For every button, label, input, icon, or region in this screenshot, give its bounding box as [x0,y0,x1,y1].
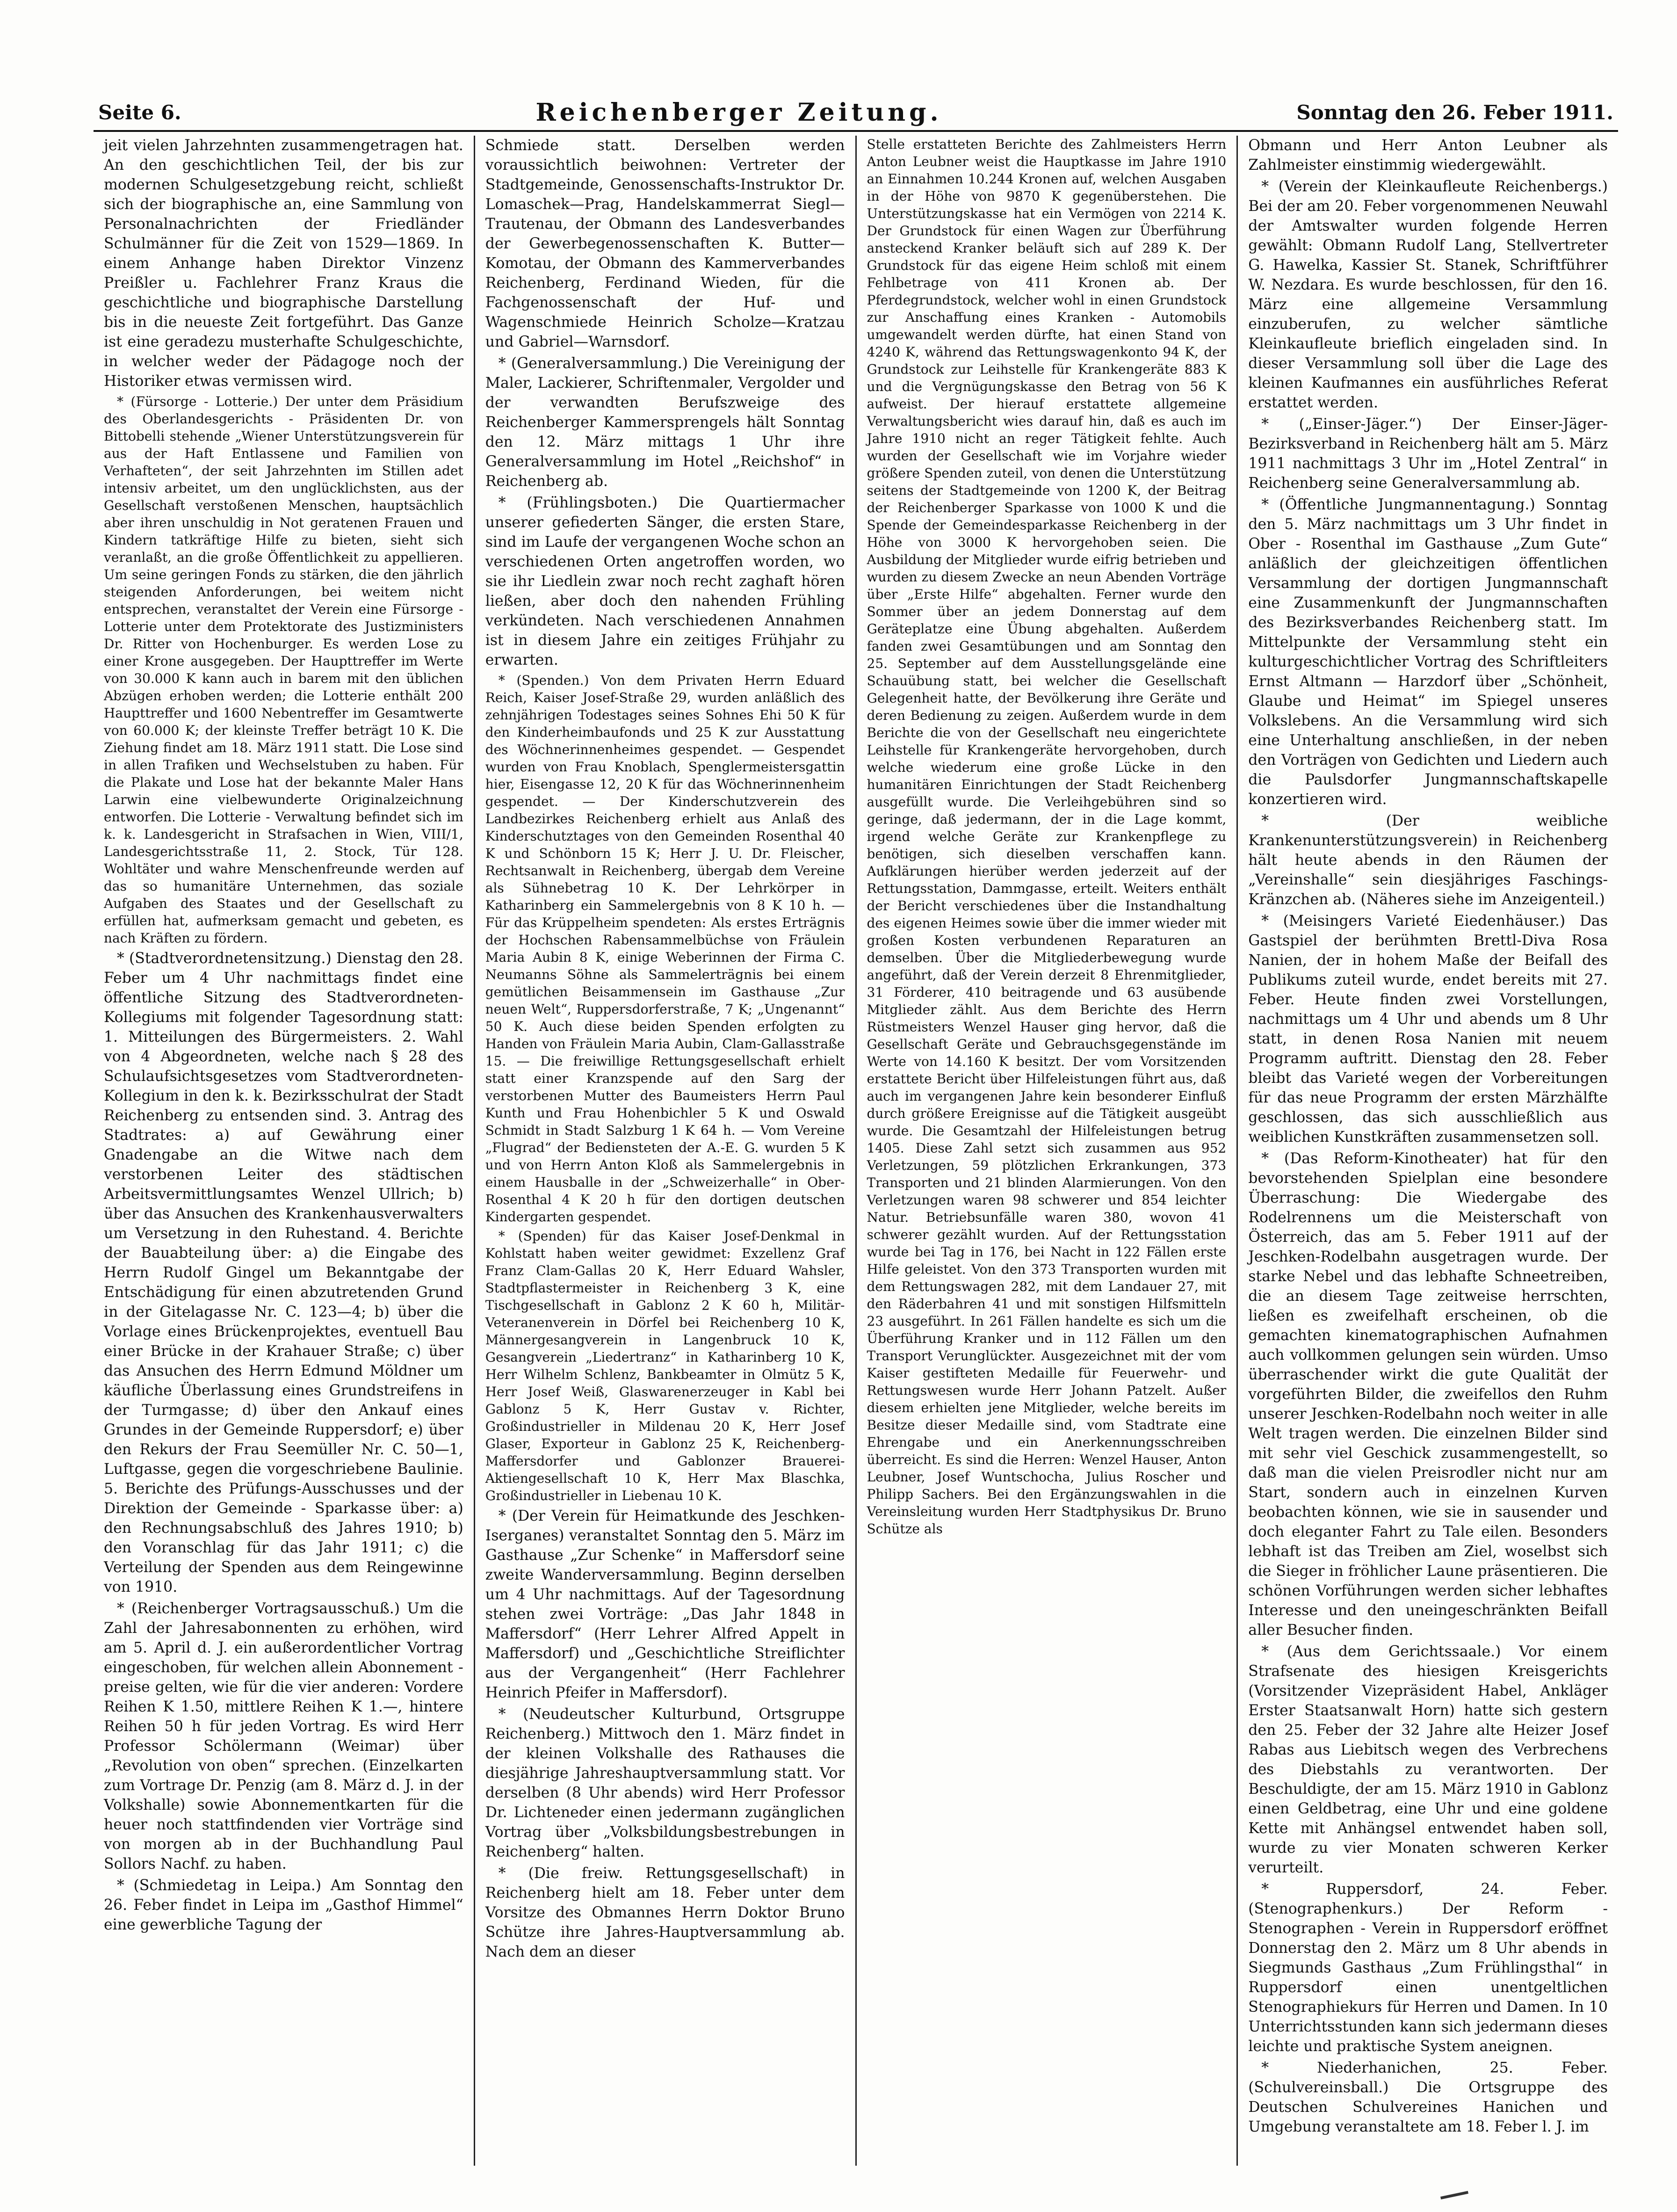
article-paragraph: * (Frühlingsboten.) Die Quartiermacher unserer gefiederten Sänger, die ersten Stare, sind im Laufe der vergangenen Woche schon an verschiedenen Orten angetroffen worden, wo sie ihr Liedlein zwar noch recht zaghaft hören ließen, aber doch den nahenden Frühling verkündeten. Nach verschiedenen Annahmen ist in diesem Jahre ein zeitiges Frühjahr zu erwarten. [485,494,845,668]
article-columns [94,136,1618,2166]
article-paragraph: * (Das Reform-Kinotheater) hat für den bevorstehenden Spielplan eine besondere Überraschung: Die Wiedergabe des Rodelrennens um die Meisterschaft von Österreich, das am 5. Feber 1911 auf der Jeschken-Rodelbahn ausgetragen wurde. Der starke Nebel und das lebhafte Schneetreiben, die an diesem Tage zeitweise herrschten, ließen es zweifelhaft erscheinen, ob die gemachten kinematographischen Aufnahmen auch vollkommen gelungen sein würden. Umso überraschender wirkt die gute Qualität der vorgeführten Bilder, die zweifellos den Ruhm unserer Jeschken-Rodelbahn noch weiter in alle Welt tragen werden. Die einzelnen Bilder sind mit sehr viel Geschick zusammengestellt, so daß man die vielen Preisrodler nicht nur am Start, sondern auch in einzelnen Kurven beobachten können, wie sie in sausender und doch eleganter Fahrt zu Tale eilen. Besonders lebhaft ist das Treiben am Ziel, woselbst sich die Sieger in fröhlicher Laune präsentieren. Die schönen Vorführungen werden sicher lebhaftes Interesse und den uneingeschränkten Beifall aller Besucher finden. [1248,1150,1608,1639]
article-paragraph: Stelle erstatteten Berichte des Zahlmeisters Herrn Anton Leubner weist die Hauptkasse im Jahre 1910 an Einnahmen 10.244 Kronen auf, welchen Ausgaben in der Höhe von 9870 K gegenüberstehen. Die Unterstützungskasse hat ein Vermögen von 2214 K. Der Grundstock für einen Wagen zur Überführung ansteckend Kranker beläuft sich auf 289 K. Der Grundstock für das eigene Heim schloß mit einem Fehlbetrage von 411 Kronen ab. Der Pferdegrundstock, welcher wohl in einen Grundstock zur Anschaffung eines Kranken - Automobils umgewandelt werden dürfte, hat einen Stand von 4240 K, während das Rettungswagenkonto 94 K, der Grundstock zur Leihstelle für Krankengeräte 883 K und die Vergnügungskasse den Betrag von 56 K aufweist. Der hierauf erstattete allgemeine Verwaltungsbericht wies darauf hin, daß es auch im Jahre 1910 nicht an reger Tätigkeit fehlte. Auch wurden der Gesellschaft wie im Vorjahre wieder größere Spenden zuteil, von denen die Unterstützung seitens der Stadtgemeinde von 1200 K, der Beitrag der Reichenberger Sparkasse von 1000 K und die Spende der Gemeindesparkasse Reichenberg in der Höhe von 3000 K hervorgehoben seien. Die Ausbildung der Mitglieder wurde eifrig betrieben und wurden zu diesem Zwecke an neun Abenden Vorträge über „Erste Hilfe“ abgehalten. Ferner wurde den Sommer über an jedem Donnerstag auf dem Geräteplatze eine Übung abgehalten. Außerdem fanden zwei Gesamtübungen und am Sonntag den 25. September auf dem Ausstellungsgelände eine Schauübung statt, bei welcher die Gesellschaft Gelegenheit hatte, der Bevölkerung ihre Geräte und deren Bedienung zu zeigen. Außerdem wurde in dem Berichte die von der Gesellschaft neu eingerichtete Leihstelle für Krankengeräte hervorgehoben, durch welche wiederum eine große Lücke in den humanitären Einrichtungen der Stadt Reichenberg ausgefüllt wurde. Die Verleihgebühren sind so geringe, daß jedermann, der in die Lage kommt, irgend welche Geräte zur Krankenpflege zu benötigen, sich dieselben verschaffen kann. Aufklärungen hierüber werden jederzeit auf der Rettungsstation, Dammgasse, erteilt. Weiters enthält der Bericht verschiedenes über die Instandhaltung des eigenen Heimes sowie über die immer wieder mit großen Kosten verbundenen Reparaturen an demselben. Über die Mitgliederbewegung wurde angeführt, daß der Verein derzeit 8 Ehrenmitglieder, 31 Förderer, 410 beitragende und 63 ausübende Mitglieder zählt. Aus dem Berichte des Herrn Rüstmeisters Wenzel Hauser ging hervor, daß die Gesellschaft Geräte und Gebrauchsgegenstände im Werte von 14.160 K besitzt. Der vom Vorsitzenden erstattete Bericht über Hilfeleistungen führt aus, daß auch im vergangenen Jahre kein besonderer Einfluß durch größere Ereignisse auf die Tätigkeit ausgeübt wurde. Die Gesamtzahl der Hilfeleistungen betrug 1405. Diese Zahl setzt sich zusammen aus 952 Verletzungen, 59 plötzlichen Erkrankungen, 373 Transporten und 21 blinden Alarmierungen. Von den Verletzungen waren 98 schwerer und 854 leichter Natur. Betriebsunfälle waren 380, wovon 41 schwerer gezählt wurden. Auf der Rettungsstation wurde bei Tag in 176, bei Nacht in 122 Fällen erste Hilfe geleistet. Von den 373 Transporten wurden mit dem Rettungswagen 282, mit dem Landauer 27, mit den Räderbahren 41 und mit sonstigen Hilfsmitteln 23 ausgeführt. In 261 Fällen handelte es sich um die Überführung Kranker und in 112 Fällen um den Transport Verunglückter. Ausgezeichnet mit der vom Kaiser gestifteten Medaille für Feuerwehr- und Rettungswesen wurde Herr Johann Patzelt. Außer diesem erhielten jene Mitglieder, welche bereits im Besitze dieser Medaille sind, vom Stadtrate eine Ehrengabe und ein Anerkennungsschreiben überreicht. Es sind die Herren: Wenzel Hauser, Anton Leubner, Josef Wuntschocha, Julius Roscher und Philipp Sachers. Bei den Ergänzungswahlen in die Vereinsleitung wurden Herr Stadtphysikus Dr. Bruno Schütze als [867,137,1227,1537]
article-paragraph: * (Aus dem Gerichtssaale.) Vor einem Strafsenate des hiesigen Kreisgerichts (Vorsitzender Vizepräsident Habel, Ankläger Erster Staatsanwalt Horn) hatte sich gestern den 25. Feber der 32 Jahre alte Heizer Josef Rabas aus Liebitsch wegen des Verbrechens des Diebstahls zu verantworten. Der Beschuldigte, der am 15. März 1910 in Gablonz einen Geldbetrag, eine Uhr und eine goldene Kette mit Anhängsel entwendet haben soll, wurde zu vier Monaten schweren Kerker verurteilt. [1248,1643,1608,1876]
article-paragraph: jeit vielen Jahrzehnten zusammengetragen hat. An den geschichtlichen Teil, der bis zur modernen Schulgesetzgebung reicht, schließt sich der biographische an, eine Sammlung von Personalnachrichten der Friedländer Schulmänner für die Zeit von 1529—1869. In einem Anhange haben Direktor Vinzenz Preißler u. Fachlehrer Franz Kraus die geschichtliche und biographische Darstellung bis in die neueste Zeit fortgeführt. Das Ganze ist eine geradezu musterhafte Schulgeschichte, in welcher weder der Pädagoge noch der Historiker etwas vermissen wird. [104,137,463,390]
article-paragraph: * Niederhanichen, 25. Feber. (Schulvereinsball.) Die Ortsgruppe des Deutschen Schulvereines Hanichen und Umgebung veranstaltete am 18. Feber l. J. im [1248,2060,1608,2135]
article-paragraph: * (Schmiedetag in Leipa.) Am Sonntag den 26. Feber findet in Leipa im „Gasthof Himmel“ eine gewerbliche Tagung der [104,1877,463,1933]
masthead: Reichenberger Zeitung. [535,98,942,127]
page-number: Seite 6. [98,101,181,124]
article-paragraph: Obmann und Herr Anton Leubner als Zahlmeister einstimmig wiedergewählt. [1248,137,1608,174]
article-paragraph: * (Spenden.) Von dem Privaten Herrn Eduard Reich, Kaiser Josef-Straße 29, wurden anläßlich des zehnjährigen Todestages seines Sohnes Ehi 50 K für den Kinderheimbaufonds und 25 K zur Ausstattung des Wöchnerinnenheimes gespendet. — Gespendet wurden von Frau Knoblach, Spenglermeistersgattin hier, Eisengasse 12, 20 K für das Wöchnerinnenheim gespendet. — Der Kinderschutzverein des Landbezirkes Reichenberg erhielt aus Anlaß des Kinderschutztages von den Gemeinden Rosenthal 40 K und Schönborn 15 K; Herr J. U. Dr. Fleischer, Rechtsanwalt in Reichenberg, übergab dem Vereine als Sühnebetrag 10 K. Der Lehrkörper in Katharinberg ein Sammelergebnis von 8 K 10 h. — Für das Krüppelheim spendeten: Als erstes Erträgnis der Hochschen Rabensammelbüchse von Fräulein Maria Aubin 8 K, einige Weberinnen der Firma C. Neumanns Söhne als Sammelerträgnis bei einem gemütlichen Beisammensein im Gasthause „Zur neuen Welt“, Ruppersdorferstraße, 7 K; „Ungenannt“ 50 K. Auch diese beiden Spenden erfolgten zu Handen von Fräulein Maria Aubin, Clam-Gallasstraße 15. — Die freiwillige Rettungsgesellschaft erhielt statt einer Kranzspende auf den Sarg der verstorbenen Mutter des Baumeisters Herrn Paul Kunth und Frau Hohenbichler 5 K und Oswald Schmidt in Stadt Salzburg 1 K 64 h. — Vom Vereine „Flugrad“ der Bediensteten der A.-E. G. wurden 5 K und von Herrn Anton Kloß als Sammelergebnis in einem Hausballe in der „Schweizerhalle“ in Ober-Rosenthal 4 K 20 h für den dortigen deutschen Kindergarten gespendet. [485,673,845,1225]
article-paragraph: * (Der weibliche Krankenunterstützungsverein) in Reichenberg hält heute abends in den Räumen der „Vereinshalle“ sein diesjähriges Faschings-Kränzchen ab. (Näheres siehe im Anzeigenteil.) [1248,812,1608,908]
article-paragraph: * (Verein der Kleinkaufleute Reichenbergs.) Bei der am 20. Feber vorgenommenen Neuwahl der Amtswalter wurden folgende Herren gewählt: Obmann Rudolf Lang, Stellvertreter G. Hawelka, Kassier St. Stanek, Schriftführer W. Nezdara. Es wurde beschlossen, für den 16. März eine allgemeine Versammlung einzuberufen, zu welcher sämtliche Kleinkaufleute brieflich eingeladen sind. In dieser Versammlung soll über die Lage des kleinen Kaufmannes ein ausführliches Referat erstattet werden. [1248,178,1608,411]
article-paragraph: Schmiede statt. Derselben werden voraussichtlich beiwohnen: Vertreter der Stadtgemeinde, Genossenschafts-Instruktor Dr. Lomaschek—Prag, Handelskammerrat Siegl—Trautenau, der Obmann des Landesverbandes der Gewerbegenossenschaften K. Butter—Komotau, der Obmann des Kammerverbandes Reichenberg, Ferdinand Wieden, für die Fachgenossenschaft der Huf- und Wagenschmiede Heinrich Scholze—Kratzau und Gabriel—Warnsdorf. [485,137,845,350]
article-paragraph: * (Reichenberger Vortragsausschuß.) Um die Zahl der Jahresabonnenten zu erhöhen, wird am 5. April d. J. ein außerordentlicher Vortrag eingeschoben, für welchen allein Abonnement - preise gelten, wie für die vier anderen: Vordere Reihen K 1.50, mittlere Reihen K 1.—, hintere Reihen 50 h für jeden Vortrag. Es wird Herr Professor Schölermann (Weimar) über „Revolution von oben“ sprechen. (Einzelkarten zum Vortrage Dr. Penzig (am 8. März d. J. in der Volkshalle) sowie Abonnementkarten für die heuer noch stattfindenden vier Vorträge sind von morgen ab in der Buchhandlung Paul Sollors Nachf. zu haben. [104,1600,463,1872]
column-3 [855,136,1237,2166]
article-paragraph: * (Spenden) für das Kaiser Josef-Denkmal in Kohlstatt haben weiter gewidmet: Exzellenz Graf Franz Clam-Gallas 20 K, Herr Eduard Wahsler, Stadtpflastermeister in Reichenberg 3 K, eine Tischgesellschaft in Gablonz 2 K 60 h, Militär-Veteranenverein in Dörfel bei Reichenberg 10 K, Männergesangverein in Langenbruck 10 K, Gesangverein „Liedertranz“ in Katharinberg 10 K, Herr Wilhelm Schlenz, Bankbeamter in Olmütz 5 K, Herr Josef Weiß, Glaswarenerzeuger in Kabl bei Gablonz 5 K, Herr Gustav v. Richter, Großindustrieller in Mildenau 20 K, Herr Josef Glaser, Exporteur in Gablonz 25 K, Reichenberg-Maffersdorfer und Gablonzer Brauerei-Aktiengesellschaft 10 K, Herr Max Blaschka, Großindustrieller in Liebenau 10 K. [485,1228,845,1503]
article-paragraph: * (Fürsorge - Lotterie.) Der unter dem Präsidium des Oberlandesgerichts - Präsidenten Dr. von Bittobelli stehende „Wiener Unterstützungsverein für aus der Haft Entlassene und Familien von Verhafteten“, der seit Jahrzehnten im Stillen adet intensiv arbeitet, um den unglücklichsten, aus der Gesellschaft verstoßenen Menschen, hauptsächlich aber ihren unschuldig in Not geratenen Frauen und Kindern tatkräftige Hilfe zu bieten, sieht sich veranlaßt, an die große Öffentlichkeit zu appellieren. Um seine geringen Fonds zu stärken, die den jährlich steigenden Anforderungen, bei weitem nicht entsprechen, veranstaltet der Verein eine Fürsorge - Lotterie unter dem Protektorate des Justizministers Dr. Ritter von Hochenburger. Es werden Lose zu einer Krone ausgegeben. Der Haupttreffer im Werte von 30.000 K kann auch in barem mit den üblichen Abzügen erhoben werden; die Lotterie enthält 200 Haupttreffer und 1600 Nebentreffer im Gesamtwerte von 60.000 K; der kleinste Treffer beträgt 10 K. Die Ziehung findet am 18. März 1911 statt. Die Lose sind in allen Trafiken und Wechselstuben zu haben. Für die Plakate und Lose hat der bekannte Maler Hans Larwin eine vielbewunderte Originalzeichnung entworfen. Die Lotterie - Verwaltung befindet sich im k. k. Landesgericht in Strafsachen in Wien, VIII/1, Landesgerichtsstraße 11, 2. Stock, Tür 128. Wohltäter und wahre Menschenfreunde werden auf das so humanitäre Unternehmen, das soziale Aufgaben des Staates und der Gesellschaft zu erfüllen hat, aufmerksam gemacht und gebeten, es nach Kräften zu fördern. [104,394,463,946]
column-4 [1236,136,1618,2166]
article-paragraph: * (Die freiw. Rettungsgesellschaft) in Reichenberg hielt am 18. Feber unter dem Vorsitze des Obmannes Herrn Doktor Bruno Schütze ihre Jahres-Hauptversammlung ab. Nach dem an dieser [485,1865,845,1960]
pen-mark [1440,2191,1468,2199]
article-paragraph: * (Generalversammlung.) Die Vereinigung der Maler, Lackierer, Schriftenmaler, Vergolder und der verwandten Berufszweige des Reichenberger Kammersprengels hält Sonntag den 12. März mittags 1 Uhr ihre Generalversammlung im Hotel „Reichshof“ in Reichenberg ab. [485,355,845,490]
article-paragraph: * (Der Verein für Heimatkunde des Jeschken-Iserganes) veranstaltet Sonntag den 5. März im Gasthause „Zur Schenke“ in Maffersdorf seine zweite Wanderversammlung. Beginn derselben um 4 Uhr nachmittags. Auf der Tagesordnung stehen zwei Vorträge: „Das Jahr 1848 in Maffersdorf“ (Herr Lehrer Alfred Appelt in Maffersdorf) und „Geschichtliche Streiflichter aus der Vergangenheit“ (Herr Fachlehrer Heinrich Pfeifer in Maffersdorf). [485,1508,845,1701]
issue-date: Sonntag den 26. Feber 1911. [1296,101,1613,124]
column-1 [94,136,474,2166]
header-rule [94,130,1618,132]
article-paragraph: * („Einser-Jäger.“) Der Einser-Jäger-Bezirksverband in Reichenberg hält am 5. März 1911 nachmittags 3 Uhr im „Hotel Zentral“ in Reichenberg seine Generalversammlung ab. [1248,416,1608,492]
article-paragraph: * (Neudeutscher Kulturbund, Ortsgruppe Reichenberg.) Mittwoch den 1. März findet in der kleinen Volkshalle des Rathauses die diesjährige Jahreshauptversammlung statt. Vor derselben (8 Uhr abends) wird Herr Professor Dr. Lichteneder einen jedermann zugänglichen Vortrag über „Volksbildungsbestrebungen in Reichenberg“ halten. [485,1706,845,1860]
article-paragraph: * (Öffentliche Jungmannentagung.) Sonntag den 5. März nachmittags um 3 Uhr findet in Ober - Rosenthal im Gasthause „Zum Gute“ anläßlich der gleichzeitigen öffentlichen Versammlung der dortigen Jungmannschaft eine Zusammenkunft der Jungmannschaften des Bezirksverbandes Reichenberg statt. Im Mittelpunkte der Versammlung steht ein kulturgeschichtlicher Vortrag des Schriftleiters Ernst Altmann — Harzdorf über „Schönheit, Glaube und Heimat“ im Spiegel unseres Volkslebens. An die Versammlung wird sich eine Unterhaltung anschließen, in der neben den Vorträgen von Gedichten und Liedern auch die Paulsdorfer Jungmannschaftskapelle konzertieren wird. [1248,496,1608,808]
article-paragraph: * (Stadtverordnetensitzung.) Dienstag den 28. Feber um 4 Uhr nachmittags findet eine öffentliche Sitzung des Stadtverordneten-Kollegiums mit folgender Tagesordnung statt: 1. Mitteilungen des Bürgermeisters. 2. Wahl von 4 Abgeordneten, welche nach § 28 des Schulaufsichtsgesetzes vom Stadtverordneten-Kollegium in den k. k. Bezirksschulrat der Stadt Reichenberg zu entsenden sind. 3. Antrag des Stadtrates: a) auf Gewährung einer Gnadengabe an die Witwe nach dem verstorbenen Leiter des städtischen Arbeitsvermittlungsamtes Wenzel Ullrich; b) über das Ansuchen des Krankenhausverwalters um Versetzung in den Ruhestand. 4. Berichte der Bauabteilung über: a) die Eingabe des Herrn Rudolf Gingel um Bekanntgabe der Entschädigung für einen abzutretenden Grund in der Gitelagasse Nr. C. 123—4; b) über die Vorlage eines Brückenprojektes, eventuell Bau einer Brücke in der Krahauer Straße; c) über das Ansuchen des Herrn Edmund Möldner um käufliche Überlassung eines Grundstreifens in der Turmgasse; d) über den Ankauf eines Grundes in der Gemeinde Ruppersdorf; e) über den Rekurs der Frau Seemüller Nr. C. 50—1, Luftgasse, gegen die vorgeschriebene Baulinie. 5. Berichte des Prüfungs-Ausschusses und der Direktion der Gemeinde - Sparkasse über: a) den Rechnungsabschluß des Jahres 1910; b) den Voranschlag für das Jahr 1911; c) die Verteilung der Spenden aus dem Reingewinne von 1910. [104,950,463,1596]
article-paragraph: * Ruppersdorf, 24. Feber. (Stenographenkurs.) Der Reform - Stenographen - Verein in Ruppersdorf eröffnet Donnerstag den 2. März um 8 Uhr abends in Siegmunds Gasthaus „Zum Frühlingsthal“ in Ruppersdorf einen unentgeltlichen Stenographiekurs für Herren und Damen. In 10 Unterrichtsstunden kann sich jedermann dieses leichte und praktische System aneignen. [1248,1881,1608,2055]
column-2 [474,136,855,2166]
page-header [98,96,1613,129]
article-paragraph: * (Meisingers Varieté Eiedenhäuser.) Das Gastspiel der berühmten Brettl-Diva Rosa Nanien, der in hohem Maße der Beifall des Publikums zuteil wurde, endet bereits mit 27. Feber. Heute finden zwei Vorstellungen, nachmittags um 4 Uhr und abends um 8 Uhr statt, in denen Rosa Nanien mit neuem Programm auftritt. Dienstag den 28. Feber bleibt das Varieté wegen der Vorbereitungen für das neue Programm der ersten Märzhälfte geschlossen, das sich ausschließlich aus weiblichen Kunstkräften zusammensetzen soll. [1248,913,1608,1146]
